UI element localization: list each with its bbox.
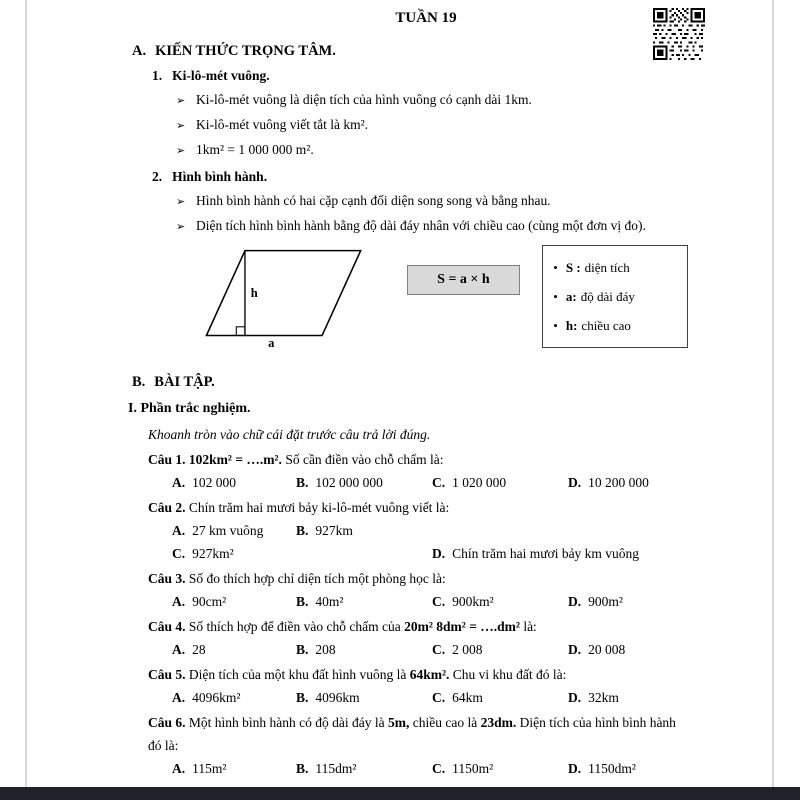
question-2 [128,496,688,565]
option-letter: D. [568,690,582,705]
stem-text: Chín trăm hai mươi bảy ki-lô-mét vuông viết là: [188,500,450,515]
legend-desc: chiều cao [581,318,631,333]
stem-text: Diện tích của một khu đất hình vuông là [188,667,407,682]
option-b [296,686,432,709]
section-b-title: BÀI TẬP. [154,374,215,390]
option-letter: C. [432,690,446,705]
stem-bold: 102km² = ….m². [188,452,282,467]
legend-term: a: [565,289,577,304]
bullet-item [128,88,688,113]
option-text: 900m² [588,594,623,609]
arrow-bullet-icon: ➢ [176,221,186,233]
option-letter: A. [172,594,186,609]
height-label: h [250,285,258,300]
subsection-heading [128,397,688,420]
option-b [296,471,432,494]
options-row [172,638,688,661]
dot-bullet-icon: • [553,318,558,333]
option-a [172,590,296,613]
option-text: 900km² [452,594,494,609]
option-text: 20 008 [588,642,626,657]
option-d [568,471,688,494]
bullet-text: Diện tích hình bình hành bằng độ dài đáy nhân với chiều cao (cùng một đơn vị đo). [196,218,646,233]
stem-text: Số cần điền vào chỗ chấm là: [285,452,444,467]
instruction-text: Khoanh tròn vào chữ cái đặt trước câu trả lời đúng. [148,427,431,442]
question-label: Câu 5. [148,667,186,682]
option-letter: C. [432,475,446,490]
question-1 [128,448,688,494]
section-b-label: B. [132,374,146,390]
legend-item [553,253,677,282]
topic-2 [128,165,688,189]
option-letter: D. [568,761,582,776]
option-text: 4096km [315,690,360,705]
option-text: 115dm² [315,761,357,776]
parallelogram-shape [206,251,360,336]
option-b [296,590,432,613]
question-label: Câu 4. [148,619,186,634]
question-stem [128,567,688,590]
option-b [296,519,432,542]
option-letter: A. [172,761,186,776]
subsection-title: Phần trắc nghiệm. [140,401,251,416]
option-text: 64km [452,690,483,705]
section-a-label: A. [132,43,147,59]
option-b [296,638,432,661]
dot-bullet-icon: • [553,289,558,304]
stem-bold: 23dm. [480,715,517,730]
question-3 [128,567,688,613]
question-stem [128,496,688,519]
option-text: 28 [192,642,206,657]
stem-text: Số thích hợp để điền vào chỗ chấm của [188,619,401,634]
footer-bar [0,787,800,800]
option-letter: C. [432,642,446,657]
option-c [432,638,568,661]
stem-bold: 20m² 8dm² = ….dm² [404,619,520,634]
question-stem [128,615,688,638]
options-row [172,757,688,780]
option-letter: B. [296,761,309,776]
legend-item [553,282,677,311]
stem-bold: 5m, [387,715,410,730]
bullet-item [128,113,688,138]
option-c [432,686,568,709]
arrow-bullet-icon: ➢ [176,145,186,157]
option-a [172,471,296,494]
question-label: Câu 6. [148,715,186,730]
options-row [172,686,688,709]
question-label: Câu 1. [148,452,186,467]
option-a [172,686,296,709]
stem-text: Số đo thích hợp chỉ diện tích một phòng học là: [188,571,446,586]
option-d [432,542,688,565]
stem-text: là: [523,619,537,634]
topic-2-number: 2. [152,169,163,184]
base-label: a [268,336,275,349]
topic-1-number: 1. [152,68,163,83]
question-stem [128,448,688,471]
option-text: 10 200 000 [588,475,649,490]
option-letter: D. [568,642,582,657]
bullet-text: Hình bình hành có hai cặp cạnh đối diện song song và bằng nhau. [196,193,551,208]
section-a-heading [132,40,688,62]
option-letter: C. [432,761,446,776]
option-letter: A. [172,642,186,657]
question-5 [128,663,688,709]
option-c [432,757,568,780]
page-title: TUẦN 19 [395,10,457,26]
option-d [568,757,688,780]
arrow-bullet-icon: ➢ [176,95,186,107]
content [128,0,688,787]
option-a [172,757,296,780]
stem-text: Chu vi khu đất đó là: [452,667,567,682]
option-text: 2 008 [452,642,483,657]
option-d [568,686,688,709]
option-text: 102 000 [192,475,236,490]
legend-desc: độ dài đáy [580,289,635,304]
page-border-left [25,0,27,787]
option-text: 90cm² [192,594,227,609]
question-6 [128,711,688,780]
option-text: 32km [588,690,619,705]
stem-text: chiều cao là [412,715,478,730]
formula-text: S = a × h [437,272,490,287]
question-stem [128,711,688,757]
option-letter: C. [172,546,186,561]
options-row [172,519,688,542]
option-letter: A. [172,475,186,490]
option-text: 4096km² [192,690,241,705]
option-text: 102 000 000 [315,475,383,490]
question-4 [128,615,688,661]
section-a-title: KIẾN THỨC TRỌNG TÂM. [155,43,336,59]
option-text: 115m² [192,761,227,776]
question-label: Câu 2. [148,500,186,515]
option-letter: B. [296,690,309,705]
dot-bullet-icon: • [553,260,558,275]
options-row [172,471,688,494]
legend-desc: diện tích [584,260,630,275]
option-b [296,757,432,780]
formula-box [407,265,521,295]
option-text: 27 km vuông [192,523,264,538]
topic-1-title: Ki-lô-mét vuông. [172,68,270,83]
option-text: 208 [315,642,336,657]
stem-bold: 64km². [409,667,450,682]
option-text: Chín trăm hai mươi bảy km vuông [452,546,640,561]
parallelogram-diagram [198,241,383,349]
bullet-item [128,214,688,239]
arrow-bullet-icon: ➢ [176,196,186,208]
option-letter: B. [296,642,309,657]
legend-box [542,245,688,348]
bullet-item [128,189,688,214]
question-label: Câu 3. [148,571,186,586]
stem-text: Một hình bình hành có độ dài đáy là [188,715,385,730]
option-letter: D. [432,546,446,561]
option-a [172,638,296,661]
option-letter: C. [432,594,446,609]
option-a [172,519,296,542]
bullet-text: Ki-lô-mét vuông là diện tích của hình vuông có cạnh dài 1km. [196,92,532,107]
bullet-text: 1km² = 1 000 000 m². [196,142,314,157]
option-c [432,590,568,613]
option-text: 1 020 000 [452,475,507,490]
option-text: 1150dm² [588,761,636,776]
legend-item [553,311,677,340]
right-angle-mark [236,327,245,336]
legend-term: S : [565,260,581,275]
option-d [568,590,688,613]
question-stem [128,663,688,686]
arrow-bullet-icon: ➢ [176,120,186,132]
option-letter: D. [568,475,582,490]
stem-text: Diện tích của hình bình hành đó là: [148,715,676,753]
option-text: 40m² [315,594,344,609]
option-letter: B. [296,523,309,538]
legend-term: h: [565,318,578,333]
subsection-label: I. [128,401,137,416]
page-border-right [772,0,774,787]
option-c [172,542,296,565]
option-letter: B. [296,475,309,490]
topic-1 [128,64,688,88]
section-b-heading [132,371,688,393]
option-text: 927km [315,523,353,538]
option-letter: A. [172,523,186,538]
options-row [172,542,688,565]
options-row [172,590,688,613]
option-letter: B. [296,594,309,609]
option-letter: A. [172,690,186,705]
diagram-row [128,241,688,349]
option-c [432,471,568,494]
option-letter: D. [568,594,582,609]
option-text: 927km² [192,546,234,561]
bullet-item [128,138,688,163]
option-d [568,638,688,661]
option-text: 1150m² [452,761,494,776]
bullet-text: Ki-lô-mét vuông viết tắt là km². [196,117,369,132]
topic-2-title: Hình bình hành. [172,169,268,184]
